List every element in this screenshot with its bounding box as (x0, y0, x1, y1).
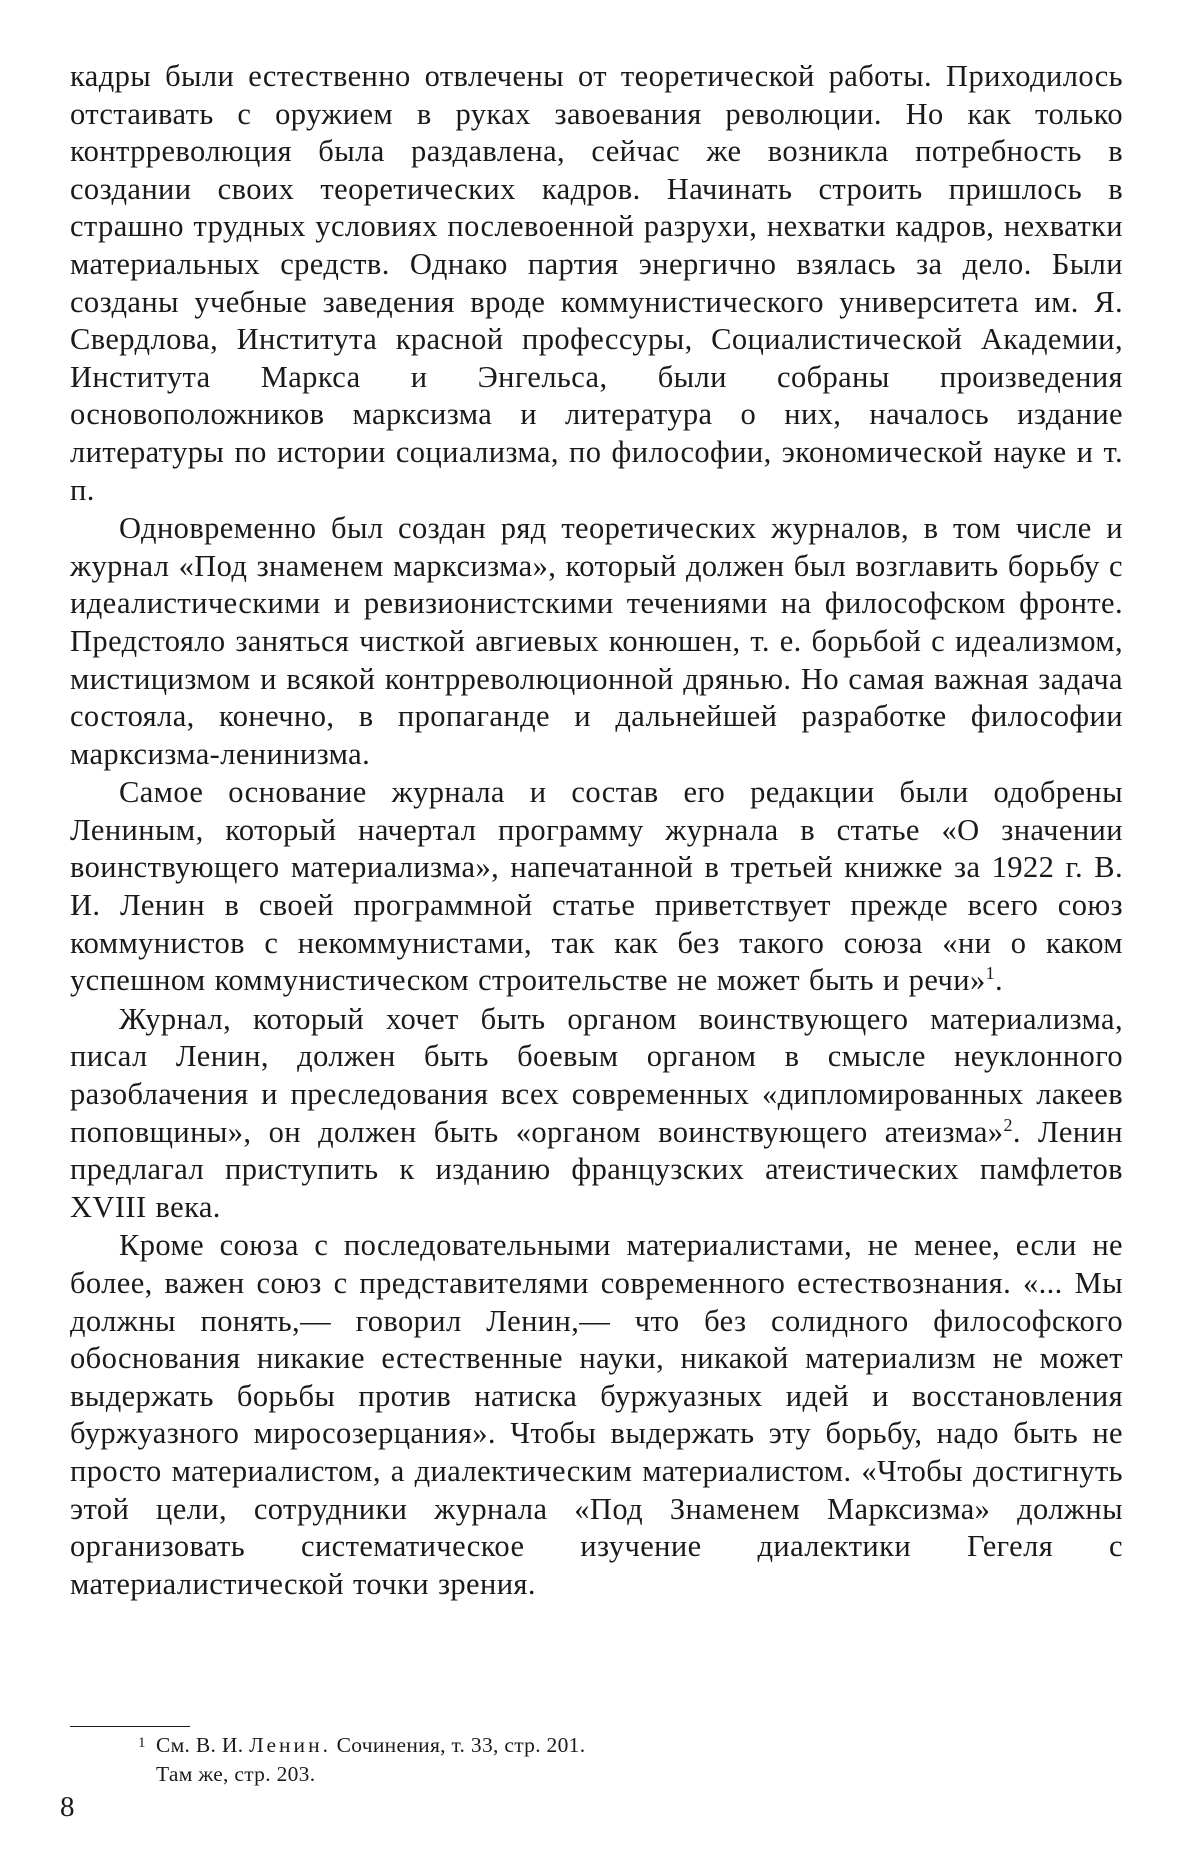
footnote-1 (138, 1729, 1038, 1760)
paragraph-text: Кроме союза с последовательными материалистами, не менее, если не более, важен союз с представителями современного естествознания. «... Мы должны понять,— говорил Ленин,— что без солидного философского обоснования никакие естественные науки, никакой материализм не может выдержать борьбы против натиска буржуазных идей и восстановления буржуазного миросозерцания». Чтобы выдержать эту борьбу, надо быть не просто материалистом, а диалектическим материалистом. «Чтобы достигнуть этой цели, сотрудники журнала «Под Знаменем Марксизма» должны организовать систематическое изучение диалектики Гегеля с материалистической точки зрения. (70, 1228, 1123, 1601)
paragraph-text-tail: . Ленин предлагал приступить к изданию французских атеистических памфлетов XVIII века. (70, 1114, 1123, 1224)
footnote-prefix: См. В. И. (156, 1733, 250, 1757)
footnote-reference[interactable]: 2 (1003, 1114, 1013, 1135)
footnote-source: Сочинения, т. 33, стр. 201. (330, 1733, 586, 1757)
footnotes (138, 1729, 1038, 1789)
paragraph-text: Самое основание журнала и состав его редакции были одобрены Лениным, который начертал программу журнала в статье «О значении воинствующего материализма», напечатанной в третьей книжке за 1922 г. В. И. Ленин в своей программной статье приветствует прежде всего союз коммунистов с некоммунистами, так как без такого союза «ни о каком успешном коммунистическом строительстве не может быть и речи» (70, 775, 1123, 998)
footnote-author: Ленин. (249, 1733, 331, 1757)
footnote-divider (70, 1726, 190, 1727)
paragraph-3 (70, 774, 1123, 1000)
paragraph-1 (70, 58, 1123, 509)
footnote-reference[interactable]: 1 (985, 963, 996, 984)
paragraph-text: Журнал, который хочет быть органом воинствующего материализма, писал Ленин, должен быть боевым органом в смысле неуклонного разоблачения и преследования всех современных «дипломированных лакеев поповщины», он должен быть «органом воинствующего атеизма» (70, 1001, 1123, 1149)
footnote-mark: 1 (138, 1735, 146, 1751)
paragraph-text: Одновременно был создан ряд теоретических журналов, в том числе и журнал «Под знаменем марксизма», который должен был возглавить борьбу с идеалистическими и ревизионистскими течениями на философском фронте. Предстояло заняться чисткой авгиевых конюшен, т. е. борьбой с идеализмом, мистицизмом и всякой контрреволюционной дрянью. Но самая важная задача состояла, конечно, в пропаганде и дальнейшей разработке философии марксизма-ленинизма. (70, 511, 1123, 771)
paragraph-text: кадры были естественно отвлечены от теоретической работы. Приходилось отстаивать с оружием в руках завоевания революции. Но как только контрреволюция была раздавлена, сейчас же возникла потребность в создании своих теоретических кадров. Начинать строить пришлось в страшно трудных условиях послевоенной разрухи, нехватки кадров, нехватки материальных средств. Однако партия энергично взялась за дело. Были созданы учебные заведения вроде коммунистического университета им. Я. Свердлова, Института красной профессуры, Социалистической Академии, Института Маркса и Энгельса, были собраны произведения основоположников марксизма и литература о них, началось издание литературы по истории социализма, по философии, экономической науке и т. п. (70, 59, 1123, 507)
footnote-2 (138, 1760, 1038, 1789)
page-number: 8 (60, 1791, 75, 1823)
paragraph-5 (70, 1227, 1123, 1603)
paragraph-2 (70, 510, 1123, 773)
page-body (70, 58, 1123, 1603)
footnote-prefix: Там же, стр. 203. (156, 1762, 316, 1786)
paragraph-4 (70, 1001, 1123, 1227)
paragraph-text-tail: . (995, 963, 1004, 998)
